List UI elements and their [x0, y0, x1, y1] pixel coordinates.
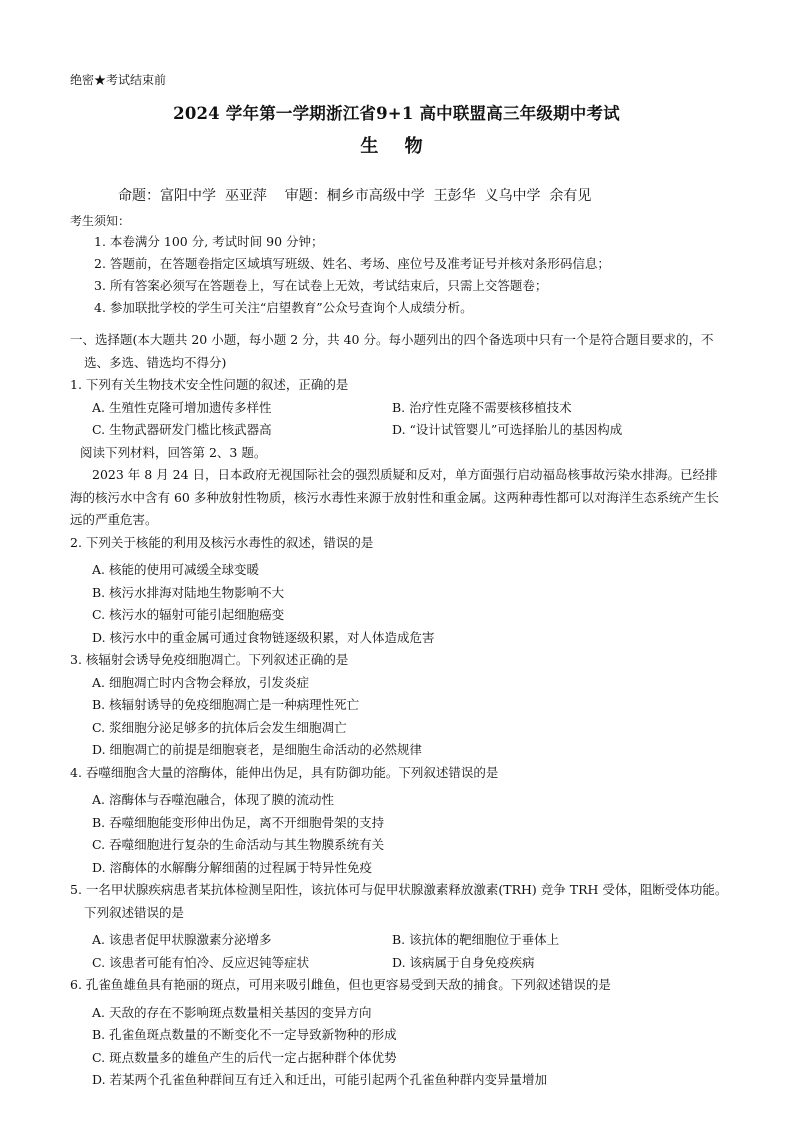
option-d: D. 该病属于自身免疫疾病 — [392, 954, 535, 970]
question-4-stem: 4. 吞噬细胞含大量的溶酶体，能伸出伪足，具有防御功能。下列叙述错误的是 — [70, 764, 499, 780]
option-a: A. 生殖性克隆可增加遗传多样性 — [92, 399, 272, 415]
notes-heading: 考生须知： — [70, 214, 131, 228]
option-c: C. 生物武器研发门槛比核武器高 — [92, 422, 272, 437]
option-b: B. 孔雀鱼斑点数量的不断变化不一定导致新物种的形成 — [92, 1027, 397, 1042]
question-1-options-row — [70, 419, 730, 442]
option-a: A. 溶酶体与吞噬泡融合，体现了膜的流动性 — [92, 792, 334, 807]
question-5-options-row — [70, 952, 730, 975]
exam-notes — [70, 211, 730, 319]
subject-title: 生 物 — [360, 136, 433, 157]
option-d: D. 若某两个孔雀鱼种群间互有迁入和迁出，可能引起两个孔雀鱼种群内变异量增加 — [92, 1072, 548, 1087]
option-b: B. 核辐射诱导的免疫细胞凋亡是一种病理性死亡 — [92, 697, 360, 712]
option-b: B. 该抗体的靶细胞位于垂体上 — [392, 932, 560, 947]
question-5-options-row — [70, 929, 730, 952]
option-b: B. 吞噬细胞能变形伸出伪足，离不开细胞骨架的支持 — [92, 814, 385, 830]
confidential-mark: 绝密★考试结束前 — [70, 73, 167, 87]
note-item: 1. 本卷满分 100 分, 考试时间 90 分钟； — [94, 234, 324, 249]
option-c: C. 斑点数量多的雄鱼产生的后代一定占据种群个体优势 — [92, 1049, 397, 1065]
note-item: 4. 参加联批学校的学生可关注“启望教育”公众号查询个人成绩分析。 — [94, 300, 473, 315]
option-c: C. 浆细胞分泌足够多的抗体后会发生细胞凋亡 — [92, 719, 347, 735]
question-2-stem: 2. 下列关于核能的利用及核污水毒性的叙述，错误的是 — [70, 534, 374, 550]
note-item: 3. 所有答案必须写在答题卷上，写在试卷上无效，考试结束后，只需上交答题卷； — [94, 278, 548, 293]
option-a: A. 细胞凋亡时内含物会释放，引发炎症 — [92, 674, 309, 690]
exam-title: 2024 学年第一学期浙江省9+1 高中联盟高三年级期中考试 — [173, 104, 620, 123]
question-3-stem: 3. 核辐射会诱导免疫细胞凋亡。下列叙述正确的是 — [70, 652, 349, 667]
option-a: A. 核能的使用可减缓全球变暖 — [92, 562, 259, 577]
option-c: C. 核污水的辐射可能引起细胞癌变 — [92, 607, 285, 622]
passage-intro: 阅读下列材料，回答第 2、3 题。 — [80, 444, 267, 460]
question-5-stem: 5. 一名甲状腺疾病患者某抗体检测呈阳性，该抗体可与促甲状腺激素释放激素(TRH) 竞争 TRH 受体，阻断受体功能。下列叙述错误的是 — [70, 882, 728, 920]
option-d: D. 核污水中的重金属可通过食物链逐级积累，对人体造成危害 — [92, 629, 435, 645]
question-6-stem: 6. 孔雀鱼雄鱼具有艳丽的斑点，可用来吸引雌鱼，但也更容易受到天敌的捕食。下列叙述错误的是 — [70, 977, 611, 992]
option-c: C. 吞噬细胞进行复杂的生命活动与其生物膜系统有关 — [92, 837, 385, 852]
question-1-options-row — [70, 397, 730, 420]
option-b: B. 治疗性克隆不需要核移植技术 — [392, 399, 572, 415]
note-item: 2. 答题前，在答题卷指定区域填写班级、姓名、考场、座位号及准考证号并核对条形码信息； — [94, 256, 610, 271]
section-heading: 一、选择题(本大题共 20 小题，每小题 2 分，共 40 分。每小题列出的四个备选项中只有一个是符合题目要求的，不选、多选、错选均不得分) — [70, 332, 714, 370]
authors-line: 命题：富阳中学 巫亚萍 审题：桐乡市高级中学 王彭华 义乌中学 余有见 — [118, 188, 592, 204]
question-section — [70, 329, 730, 1092]
option-c: C. 该患者可能有怕冷、反应迟钝等症状 — [92, 954, 310, 970]
option-d: D. 细胞凋亡的前提是细胞衰老，是细胞生命活动的必然规律 — [92, 742, 423, 757]
option-b: B. 核污水排海对陆地生物影响不大 — [92, 584, 285, 600]
option-a: A. 天敌的存在不影响斑点数量相关基因的变异方向 — [92, 1004, 372, 1020]
option-d: D. “设计试管婴儿”可选择胎儿的基因构成 — [392, 422, 623, 437]
option-d: D. 溶酶体的水解酶分解细菌的过程属于特异性免疫 — [92, 859, 373, 875]
option-a: A. 该患者促甲状腺激素分泌增多 — [92, 932, 272, 947]
reading-passage: 2023 年 8 月 24 日，日本政府无视国际社会的强烈质疑和反对，单方面强行启动福岛核事故污染水排海。已经排海的核污水中含有 60 多种放射性物质，核污水毒性来源于放射性和重金属。这两种毒性都可以对海洋生态系统产生长远的严重危害。 — [70, 467, 719, 527]
question-1-stem: 1. 下列有关生物技术安全性问题的叙述，正确的是 — [70, 377, 349, 392]
